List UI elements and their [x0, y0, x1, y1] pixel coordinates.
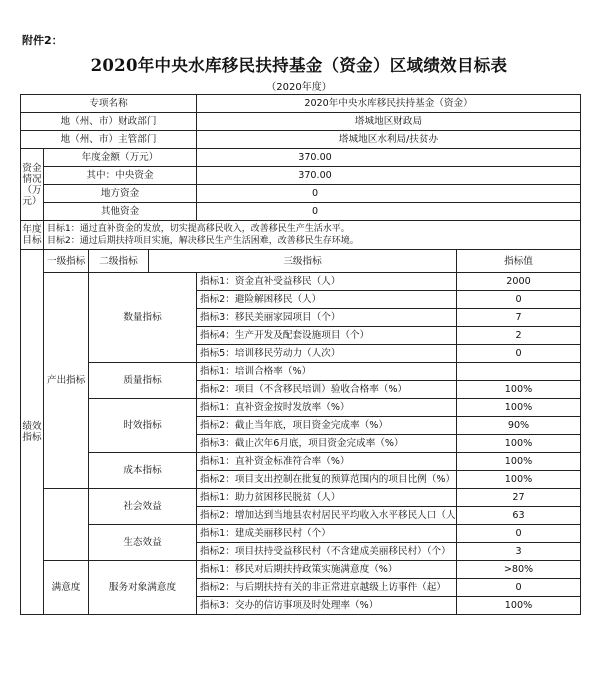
fund-row-value: 370.00 [197, 167, 581, 185]
indicator-name: 指标1：助力贫困移民脱贫（人） [197, 489, 457, 507]
indicator-value: 2000 [457, 273, 581, 291]
goals-row [21, 221, 581, 250]
indicator-name: 指标3：交办的信访事项及时处理率（%） [197, 597, 457, 615]
social-benefit-label: 社会效益 [89, 489, 197, 525]
indicator-value: 100% [457, 471, 581, 489]
indicator-value: 3 [457, 543, 581, 561]
fund-row-value: 0 [197, 203, 581, 221]
fund-row-label: 其中：中央资金 [44, 167, 197, 185]
fund-row [21, 185, 581, 203]
quality-label: 质量指标 [89, 363, 197, 399]
finance-dept-value: 塔城地区财政局 [197, 113, 581, 131]
table-row [21, 561, 581, 579]
goals-text [44, 221, 581, 250]
service-satisfaction-label: 服务对象满意度 [89, 561, 197, 615]
indicator-name: 指标1：直补资金按时发放率（%） [197, 399, 457, 417]
indicator-value: 100% [457, 399, 581, 417]
indicator-name: 指标2：与后期扶持有关的非正常进京越级上访事件（起） [197, 579, 457, 597]
fund-row-value: 0 [197, 185, 581, 203]
fund-row [21, 203, 581, 221]
indicator-name: 指标3：截止次年6月底，项目资金完成率（%） [197, 435, 457, 453]
fund-row [21, 167, 581, 185]
table-row [21, 399, 581, 417]
table-row [21, 273, 581, 291]
finance-dept-label: 地（州、市）财政部门 [21, 113, 197, 131]
perf-label: 绩效指标 [21, 250, 44, 615]
indicator-name: 指标4：生产开发及配套设施项目（个） [197, 327, 457, 345]
page-title: 2020年中央水库移民扶持基金（资金）区域绩效目标表 [90, 56, 508, 75]
admin-dept-row [21, 131, 581, 149]
table-row [21, 525, 581, 543]
indicator-value: 100% [457, 435, 581, 453]
goal-1: 目标1：通过直补资金的发放，切实提高移民收入，改善移民生产生活水平。 [47, 224, 350, 234]
fund-row-value: 370.00 [197, 149, 581, 167]
table-row [21, 489, 581, 507]
admin-dept-label: 地（州、市）主管部门 [21, 131, 197, 149]
eco-benefit-label: 生态效益 [89, 525, 197, 561]
goal-2: 目标2：通过后期扶持项目实施，解决移民生产生活困难，改善移民生存环境。 [47, 236, 359, 246]
goals-label: 年度目标 [21, 221, 44, 250]
indicator-name: 指标1：资金直补受益移民（人） [197, 273, 457, 291]
fund-row-label: 其他资金 [44, 203, 197, 221]
indicator-name: 指标1：移民对后期扶持政策实施满意度（%） [197, 561, 457, 579]
indicator-name: 指标1：培训合格率（%） [197, 363, 457, 381]
satisfaction-label: 满意度 [44, 561, 89, 615]
indicator-value: 0 [457, 291, 581, 309]
fund-row [21, 149, 581, 167]
finance-dept-row [21, 113, 581, 131]
admin-dept-value: 塔城地区水利局/扶贫办 [197, 131, 581, 149]
indicator-value: 0 [457, 525, 581, 543]
indicator-name: 指标5：培训移民劳动力（人次） [197, 345, 457, 363]
perf-header-row [21, 250, 581, 273]
indicator-name: 指标2：增加达到当地县农村居民平均收入水平移民人口（人 [197, 507, 457, 525]
fund-row-label: 年度金额（万元） [44, 149, 197, 167]
table-row [21, 363, 581, 381]
indicator-value: 100% [457, 453, 581, 471]
indicator-name: 指标2：截止当年底，项目资金完成率（%） [197, 417, 457, 435]
indicator-name: 指标3：移民美丽家园项目（个） [197, 309, 457, 327]
indicator-name: 指标2：避险解困移民（人） [197, 291, 457, 309]
value-header: 指标值 [457, 250, 581, 273]
indicator-value: 7 [457, 309, 581, 327]
indicator-value: 63 [457, 507, 581, 525]
indicator-value: 0 [457, 579, 581, 597]
performance-table [20, 94, 581, 615]
cost-label: 成本指标 [89, 453, 197, 489]
fund-row-label: 地方资金 [44, 185, 197, 203]
indicator-value: >80% [457, 561, 581, 579]
timeliness-label: 时效指标 [89, 399, 197, 453]
level2-header: 二级指标 [89, 250, 149, 273]
level3-header: 三级指标 [149, 250, 457, 273]
fund-name-value: 2020年中央水库移民扶持基金（资金） [197, 95, 581, 113]
indicator-value: 100% [457, 381, 581, 399]
page-subtitle: （2020年度） [266, 82, 332, 93]
indicator-value: 90% [457, 417, 581, 435]
fund-name-label: 专项名称 [21, 95, 197, 113]
indicator-name: 指标1：直补资金标准符合率（%） [197, 453, 457, 471]
indicator-value: 0 [457, 345, 581, 363]
benefit-blank [44, 489, 89, 561]
indicator-value: 2 [457, 327, 581, 345]
indicator-name: 指标1：建成美丽移民村（个） [197, 525, 457, 543]
indicator-name: 指标2：项目扶持受益移民村（不含建成美丽移民村）（个） [197, 543, 457, 561]
attachment-label: 附件2： [22, 34, 63, 47]
indicator-value [457, 363, 581, 381]
indicator-value: 100% [457, 597, 581, 615]
indicator-name: 指标2：项目（不含移民培训）验收合格率（%） [197, 381, 457, 399]
fund-name-row [21, 95, 581, 113]
table-row [21, 453, 581, 471]
level1-header: 一级指标 [44, 250, 89, 273]
funds-label: 资金情况（万元） [21, 149, 44, 221]
quantity-label: 数量指标 [89, 273, 197, 363]
indicator-value: 27 [457, 489, 581, 507]
output-label: 产出指标 [44, 273, 89, 489]
indicator-name: 指标2：项目支出控制在批复的预算范围内的项目比例（%） [197, 471, 457, 489]
